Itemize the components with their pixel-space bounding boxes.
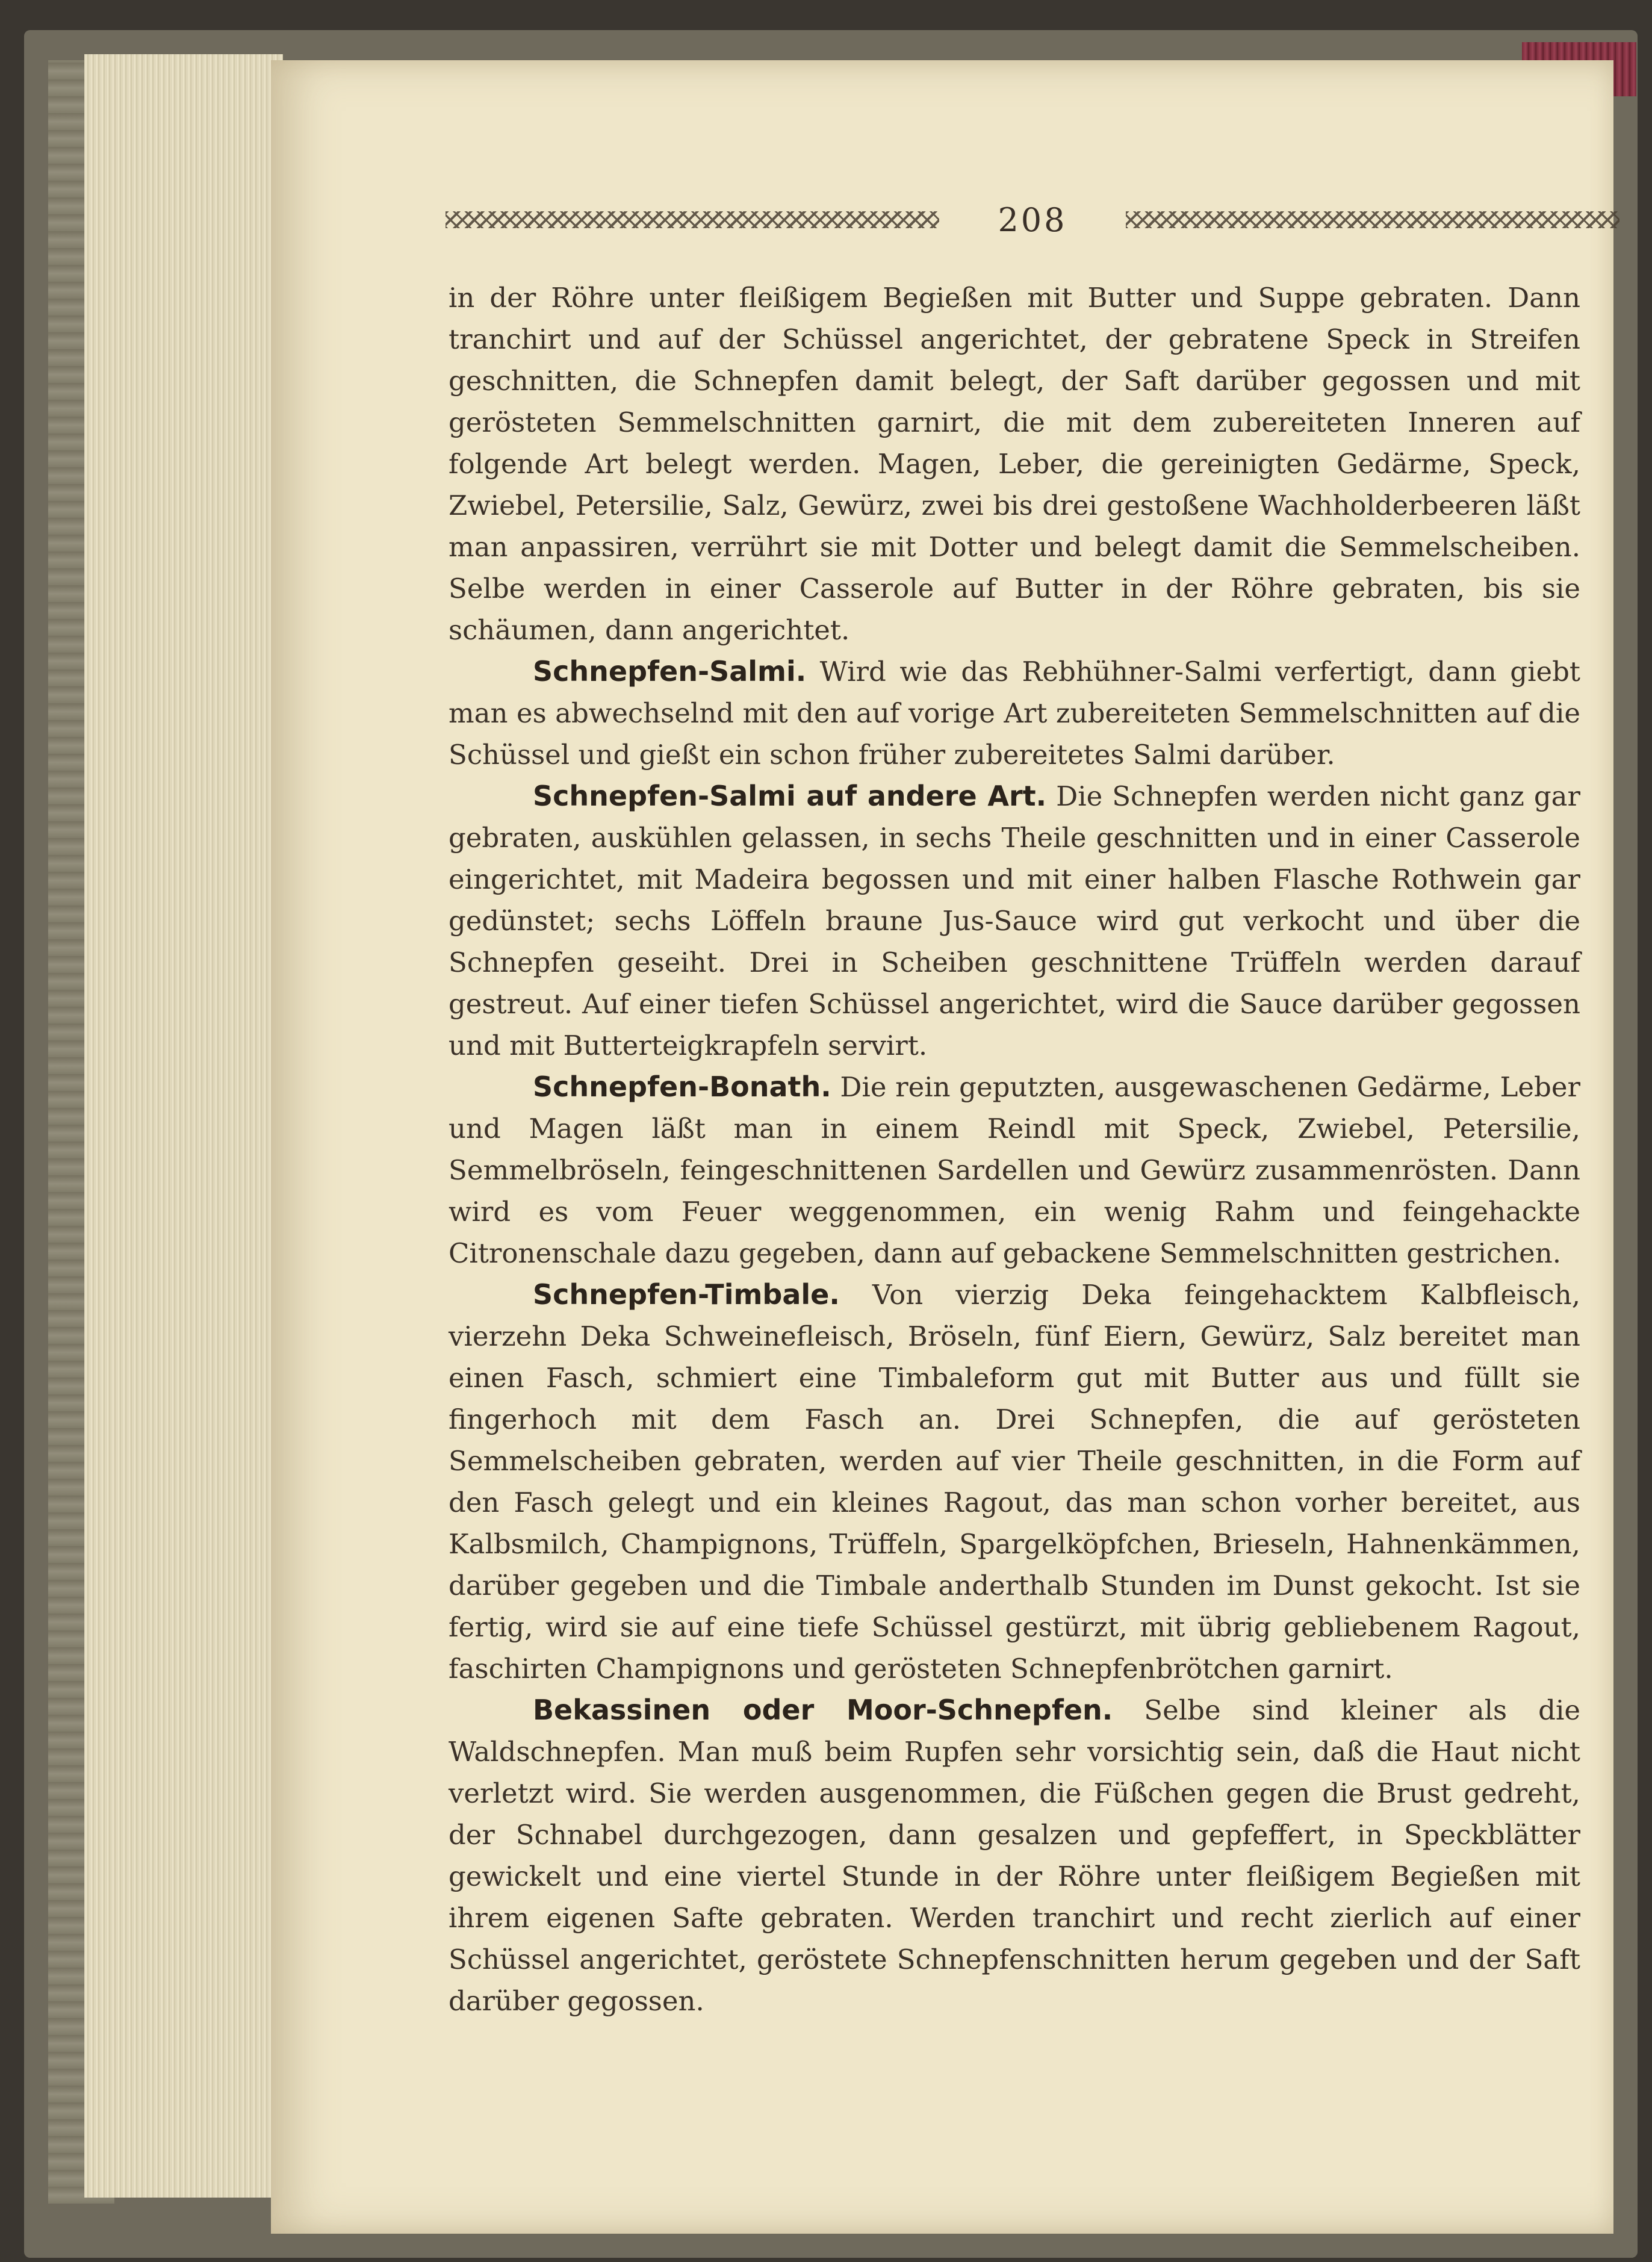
- page-header: [446, 193, 1619, 247]
- paragraph-continuation: [449, 277, 1580, 651]
- recipe-heading: Bekassinen oder Moor-Schnepfen.: [533, 1694, 1113, 1726]
- recipe-heading: Schnepfen-Timbale.: [533, 1278, 840, 1311]
- recipe-text: Selbe sind kleiner als die Waldschnepfen. Man muß beim Rupfen sehr vorsichtig sein, daß die Haut nicht verletzt wird. Sie werden ausgenommen, die Füßchen gegen die Brust gedreht, der Schnabel durchgezogen, dann gesalzen und gepfeffert, in Speckblätter gewickelt und eine viertel Stunde in der Röhre unter fleißigem Begießen mit ihrem eigenen Safte gebraten. Werden tranchirt und recht zierlich auf einer Schüssel angerichtet, geröstete Schnepfenschnitten herum gegeben und der Saft darüber gegossen.: [449, 1694, 1580, 2017]
- paragraph-text: in der Röhre unter fleißigem Begießen mit Butter und Suppe gebraten. Dann tranchirt und auf der Schüssel angerichtet, der gebratene Speck in Streifen geschnitten, die Schnepfen damit belegt, der Saft darüber gegossen und mit gerösteten Semmelschnitten garnirt, die mit dem zubereiteten Inneren auf folgende Art belegt werden. Magen, Leber, die gereinigten Gedärme, Speck, Zwiebel, Petersilie, Salz, Gewürz, zwei bis drei gestoßene Wachholderbeeren läßt man anpassiren, verrührt sie mit Dotter und belegt damit die Semmelscheiben. Selbe werden in einer Casserole auf Butter in der Röhre gebraten, bis sie schäumen, dann angerichtet.: [449, 282, 1580, 646]
- page-edges: [84, 54, 283, 2198]
- left-ornament-rule: [446, 211, 939, 228]
- recipe-entry-salmi: [449, 651, 1580, 775]
- recipe-entry-timbale: [449, 1274, 1580, 1689]
- page-body: [449, 277, 1580, 2022]
- recipe-entry-salmi-andere-art: [449, 775, 1580, 1066]
- recipe-entry-bonath: [449, 1066, 1580, 1274]
- recipe-heading: Schnepfen-Bonath.: [533, 1070, 831, 1103]
- recipe-entry-bekassinen: [449, 1689, 1580, 2022]
- recipe-text: Wird wie das Rebhühner-Salmi verfertigt, dann giebt man es abwechselnd mit den auf vorige Art zubereiteten Semmelschnitten auf die Schüssel und gießt ein schon früher zubereitetes Salmi darüber.: [449, 656, 1580, 771]
- recipe-heading: Schnepfen-Salmi auf andere Art.: [533, 780, 1047, 812]
- recipe-text: Die rein geputzten, ausgewaschenen Gedärme, Leber und Magen läßt man in einem Reindl mit Speck, Zwiebel, Petersilie, Semmelbröseln, feingeschnittenen Sardellen und Gewürz zusammenrösten. Dann wird es vom Feuer weggenommen, ein wenig Rahm und feingehackte Citronenschale dazu gegeben, dann auf gebackene Semmelschnitten gestrichen.: [449, 1071, 1580, 1269]
- recipe-text: Von vierzig Deka feingehacktem Kalbfleisch, vierzehn Deka Schweinefleisch, Bröseln, fünf Eiern, Gewürz, Salz bereitet man einen Fasch, schmiert eine Timbaleform gut mit Butter aus und füllt sie fingerhoch mit dem Fasch an. Drei Schnepfen, die auf gerösteten Semmelscheiben gebraten, werden auf vier Theile geschnitten, in die Form auf den Fasch gelegt und ein kleines Ragout, das man schon vorher bereitet, aus Kalbsmilch, Champignons, Trüffeln, Spargelköpfchen, Brieseln, Hahnenkämmen, darüber gegeben und die Timbale anderthalb Stunden im Dunst gekocht. Ist sie fertig, wird sie auf eine tiefe Schüssel gestürzt, mit übrig gebliebenem Ragout, faschirten Champignons und gerösteten Schnepfenbrötchen garnirt.: [449, 1279, 1580, 1685]
- recipe-text: Die Schnepfen werden nicht ganz gar gebraten, auskühlen gelassen, in sechs Theile geschnitten und in einer Casserole eingerichtet, mit Madeira begossen und mit einer halben Flasche Rothwein gar gedünstet; sechs Löffeln braune Jus-Sauce wird gut verkocht und über die Schnepfen geseiht. Drei in Scheiben geschnittene Trüffeln werden darauf gestreut. Auf einer tiefen Schüssel angerichtet, wird die Sauce darüber gegossen und mit Butterteigkrapfeln servirt.: [449, 780, 1580, 1061]
- page-number: 208: [998, 200, 1067, 239]
- right-ornament-rule: [1126, 211, 1619, 228]
- recipe-heading: Schnepfen-Salmi.: [533, 655, 807, 688]
